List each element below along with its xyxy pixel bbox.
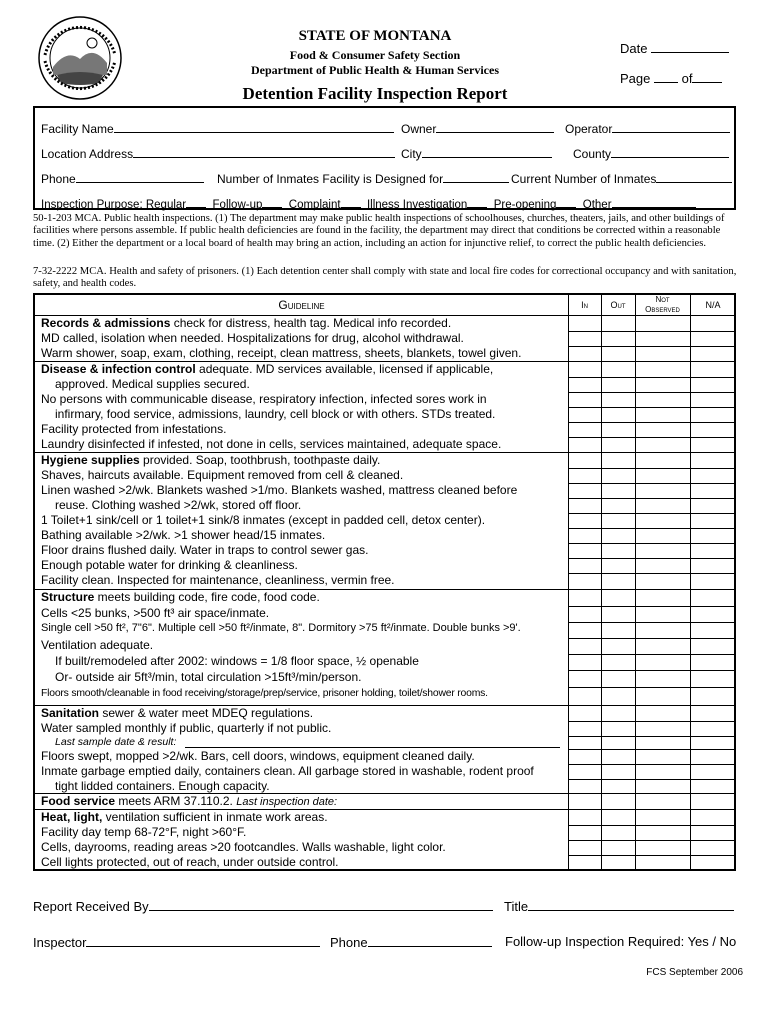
checkbox-row-line xyxy=(568,779,734,780)
guideline-row: Or- outside air 5ft³/min, total circulation >15ft³/min/person. xyxy=(55,670,362,684)
checkbox-row-line xyxy=(568,422,734,423)
guideline-row: Enough potable water for drinking & cleanliness. xyxy=(41,558,298,572)
inspector-field[interactable]: Inspector xyxy=(33,934,320,950)
owner-field[interactable]: Owner xyxy=(401,120,554,136)
city-field[interactable]: City xyxy=(401,145,552,161)
purpose-other[interactable]: Other xyxy=(583,199,696,211)
guideline-row: Cells <25 bunks, >500 ft³ air space/inmate. xyxy=(41,606,270,620)
guideline-heat-light: Heat, light, ventilation sufficient in inmate work areas. xyxy=(41,810,328,824)
checkbox-row-line xyxy=(568,721,734,722)
checkbox-row-line xyxy=(568,346,734,347)
followup-required[interactable]: Follow-up Inspection Required: Yes / No xyxy=(505,934,737,949)
checkbox-row-line xyxy=(568,622,734,623)
checkbox-row-line xyxy=(568,573,734,574)
checkbox-row-line xyxy=(568,437,734,438)
checkbox-row-line xyxy=(568,840,734,841)
checkbox-row-line xyxy=(568,736,734,737)
checkbox-row-line xyxy=(568,392,734,393)
checkbox-row-line xyxy=(568,331,734,332)
guideline-hygiene-supplies: Hygiene supplies provided. Soap, toothbrush, toothpaste daily. xyxy=(41,453,381,467)
guideline-row: approved. Medical supplies secured. xyxy=(55,377,250,391)
phone-field[interactable]: Phone xyxy=(41,170,204,186)
guideline-row: Ventilation adequate. xyxy=(41,638,154,652)
checkbox-row-line xyxy=(568,809,734,810)
checkbox-row-line xyxy=(568,825,734,826)
guideline-row: Floor drains flushed daily. Water in traps to control sewer gas. xyxy=(41,543,369,557)
purpose-follow-up[interactable]: Follow-up xyxy=(213,199,283,211)
checkbox-row-line xyxy=(568,606,734,607)
state-heading: STATE OF MONTANA xyxy=(298,28,452,44)
checkbox-row-line xyxy=(568,498,734,499)
guideline-row: infirmary, food service, admissions, laundry, cell block or with others. STDs treated. xyxy=(55,407,496,421)
checkbox-row-line xyxy=(568,513,734,514)
guideline-row: Laundry disinfected if infested, not done in cells, services maintained, adequate space. xyxy=(41,437,502,451)
montana-state-seal xyxy=(37,15,123,101)
guideline-row: Facility clean. Inspected for maintenance, cleanliness, vermin free. xyxy=(41,573,395,587)
checkbox-row-line xyxy=(568,558,734,559)
purpose-complaint[interactable]: Complaint xyxy=(289,199,361,211)
date-field[interactable]: Date xyxy=(620,40,729,56)
operator-field[interactable]: Operator xyxy=(565,120,730,136)
guideline-row: Linen washed >2/wk. Blankets washed >1/mo. Blankets washed, mattress cleaned before xyxy=(41,483,518,497)
checkbox-row-line xyxy=(568,793,734,794)
guideline-row: Cell lights protected, out of reach, under outside control. xyxy=(41,855,339,869)
footer-phone-field[interactable]: Phone xyxy=(330,934,492,950)
guideline-row: 1 Toilet+1 sink/cell or 1 toilet+1 sink/8 inmates (except in padded cell, detox center). xyxy=(41,513,486,527)
location-address-field[interactable]: Location Address xyxy=(41,145,395,161)
guideline-row: If built/remodeled after 2002: windows = 1/8 floor space, ½ openable xyxy=(55,654,419,668)
facility-name-field[interactable]: Facility Name xyxy=(41,120,394,136)
guideline-row: Water sampled monthly if public, quarterly if not public. xyxy=(41,721,332,735)
checkbox-row-line xyxy=(568,705,734,706)
checkbox-row-line xyxy=(568,452,734,453)
checkbox-row-line xyxy=(568,749,734,750)
page-field[interactable]: Page of xyxy=(620,70,722,86)
guideline-row: Floors smooth/cleanable in food receiving/storage/prep/service, prisoner holding, toilet/shower rooms. xyxy=(41,688,488,699)
checkbox-row-line xyxy=(568,377,734,378)
checkbox-row-line xyxy=(568,638,734,639)
checkbox-row-line xyxy=(568,687,734,688)
current-inmates-field[interactable]: Current Number of Inmates xyxy=(511,170,732,186)
guideline-row: Inmate garbage emptied daily, containers clean. All garbage stored in washable, rodent proof xyxy=(41,764,534,778)
guideline-row: tight lidded containers. Enough capacity. xyxy=(55,779,270,793)
checkbox-row-line xyxy=(568,764,734,765)
law-paragraph-7-32-2222: 7-32-2222 MCA. Health and safety of prisoners. (1) Each detention center shall comply with state and local fire codes for correctional occupancy and with sanitation, safety, and health codes. xyxy=(33,266,737,290)
law-paragraph-50-1-203: 50-1-203 MCA. Public health inspections. (1) The department may make public health inspections of schoolhouses, churches, theaters, jails, and other buildings of facilities where persons assemble. If public health deficiencies are found in the facility, the department may direct that conditions be corrected within a reasonable time. (2) Either the department or a local board of health may bring an action, including an action for injunctive relief, to correct the public health deficiencies. xyxy=(33,213,725,249)
inmates-designed-field[interactable]: Number of Inmates Facility is Designed for xyxy=(217,170,509,186)
department-heading: Department of Public Health & Human Services xyxy=(251,63,499,77)
na-header: N/A xyxy=(705,300,721,310)
title-field[interactable]: Title xyxy=(504,898,734,914)
guideline-row: Shaves, haircuts available. Equipment removed from cell & cleaned. xyxy=(41,468,404,482)
purpose-regular[interactable]: Regular xyxy=(146,199,206,211)
checkbox-row-line xyxy=(568,654,734,655)
checkbox-row-line xyxy=(568,483,734,484)
guideline-row: MD called, isolation when needed. Hospitalizations for drug, alcohol withdrawal. xyxy=(41,331,464,345)
checkbox-row-line xyxy=(568,407,734,408)
checkbox-row-line xyxy=(568,855,734,856)
purpose-illness-investigation[interactable]: Illness Investigation xyxy=(367,199,487,211)
guideline-table xyxy=(33,293,736,871)
last-sample-field[interactable]: Last sample date & result: xyxy=(55,736,177,748)
guideline-row: Warm shower, soap, exam, clothing, receipt, clean mattress, sheets, blankets, towel given. xyxy=(41,346,522,360)
report-received-field[interactable]: Report Received By xyxy=(33,898,493,914)
in-header: In xyxy=(581,300,588,310)
guideline-header: Guideline xyxy=(278,298,325,312)
checkbox-row-line xyxy=(568,528,734,529)
checkbox-row-line xyxy=(568,361,734,362)
guideline-row: No persons with communicable disease, respiratory infection, infected sores work in xyxy=(41,392,487,406)
checkbox-row-line xyxy=(568,670,734,671)
guideline-row: Facility day temp 68-72°F, night >60°F. xyxy=(41,825,247,839)
facility-info-box xyxy=(33,106,736,210)
guideline-records-admissions: Records & admissions check for distress, health tag. Medical info recorded. xyxy=(41,316,452,330)
checkbox-row-line xyxy=(568,468,734,469)
guideline-row: Cells, dayrooms, reading areas >20 footcandles. Walls washable, light color. xyxy=(41,840,446,854)
not-observed-header: Not Observed xyxy=(645,295,680,314)
guideline-row: Single cell >50 ft², 7"6". Multiple cell >50 ft²/inmate, 8". Dormitory >75 ft²/inmate. Double bunks >9'. xyxy=(41,622,521,634)
guideline-structure: Structure meets building code, fire code, food code. xyxy=(41,590,320,604)
guideline-row: Facility protected from infestations. xyxy=(41,422,227,436)
form-revision: FCS September 2006 xyxy=(646,967,743,978)
guideline-row: Floors swept, mopped >2/wk. Bars, cell doors, windows, equipment cleaned daily. xyxy=(41,749,475,763)
section-heading: Food & Consumer Safety Section xyxy=(289,48,461,62)
guideline-disease-infection: Disease & infection control adequate. MD services available, licensed if applicable, xyxy=(41,362,494,376)
guideline-row: Bathing available >2/wk. >1 shower head/15 inmates. xyxy=(41,528,326,542)
county-field[interactable]: County xyxy=(573,145,729,161)
purpose-pre-opening[interactable]: Pre-opening xyxy=(494,199,577,211)
guideline-sanitation: Sanitation sewer & water meet MDEQ regulations. xyxy=(41,706,314,720)
checkbox-row-line xyxy=(568,589,734,590)
guideline-row: reuse. Clothing washed >2/wk, stored off floor. xyxy=(55,498,302,512)
inspection-purpose-row: Inspection Purpose: Regular Follow-up Complaint Illness Investigation Pre-opening Other xyxy=(41,195,696,211)
report-title: Detention Facility Inspection Report xyxy=(242,84,508,103)
guideline-food-service: Food service meets ARM 37.110.2. Last inspection date: xyxy=(41,794,338,808)
out-header: Out xyxy=(610,300,626,310)
checkbox-row-line xyxy=(568,543,734,544)
